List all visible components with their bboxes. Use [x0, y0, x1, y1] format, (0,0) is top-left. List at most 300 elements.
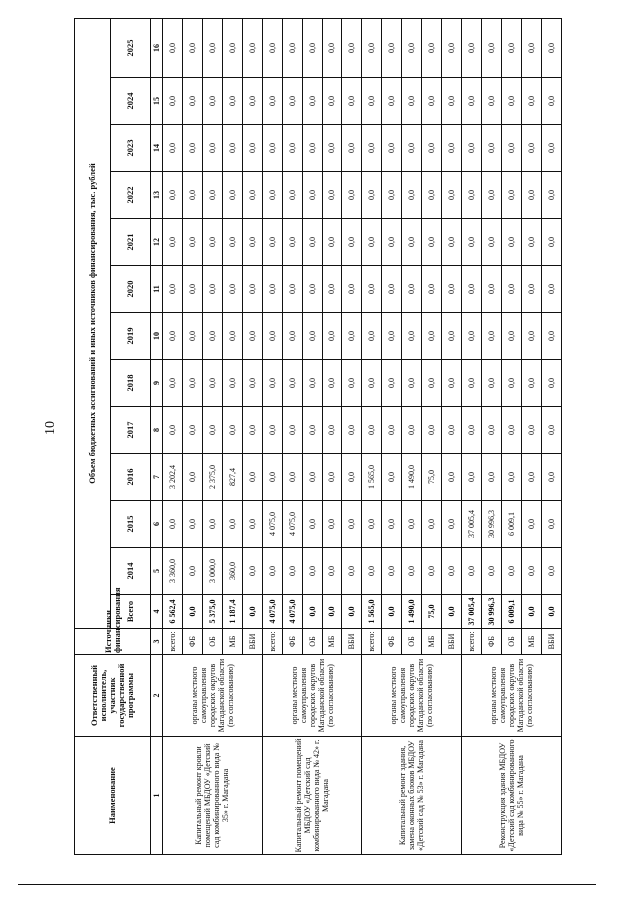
year-value: 0,0 — [282, 125, 302, 172]
total-value: 30 996,3 — [482, 595, 502, 629]
year-value: 0,0 — [242, 501, 262, 548]
year-value: 0,0 — [322, 125, 342, 172]
total-value: 0,0 — [342, 595, 362, 629]
year-value: 0,0 — [521, 501, 541, 548]
funding-source: ОБ — [501, 629, 521, 655]
header-year: 2020 — [111, 266, 151, 313]
year-value: 0,0 — [202, 18, 222, 77]
object-name: Капитальный ремонт помещений МБДОУ «Детский сад комбинированного вида № 42» г. Магадана — [262, 737, 362, 855]
year-value: 0,0 — [422, 360, 442, 407]
year-value: 0,0 — [322, 454, 342, 501]
year-value: 827,4 — [222, 454, 242, 501]
funding-source: МБ — [222, 629, 242, 655]
year-value: 0,0 — [501, 125, 521, 172]
year-value: 0,0 — [222, 407, 242, 454]
year-value: 0,0 — [182, 219, 202, 266]
year-value: 0,0 — [501, 548, 521, 595]
year-value: 0,0 — [482, 18, 502, 77]
year-value: 0,0 — [222, 78, 242, 125]
total-value: 0,0 — [521, 595, 541, 629]
header-year: 2024 — [111, 78, 151, 125]
year-value: 0,0 — [462, 219, 482, 266]
total-value: 4 075,0 — [262, 595, 282, 629]
total-value: 0,0 — [442, 595, 462, 629]
page-number: 10 — [43, 421, 58, 435]
header-year: 2019 — [111, 313, 151, 360]
year-value: 0,0 — [482, 219, 502, 266]
funding-source: ОБ — [302, 629, 322, 655]
funding-source: всего: — [362, 629, 382, 655]
year-value: 0,0 — [462, 172, 482, 219]
header-name: Наименование — [75, 737, 151, 855]
year-value: 0,0 — [302, 548, 322, 595]
year-value: 0,0 — [362, 18, 382, 77]
year-value: 0,0 — [482, 266, 502, 313]
year-value: 0,0 — [242, 407, 262, 454]
year-value: 0,0 — [322, 501, 342, 548]
year-value: 0,0 — [362, 360, 382, 407]
year-value: 0,0 — [242, 125, 262, 172]
year-value: 3 202,4 — [163, 454, 183, 501]
year-value: 0,0 — [422, 548, 442, 595]
year-value: 0,0 — [322, 78, 342, 125]
year-value: 0,0 — [382, 407, 402, 454]
total-value: 5 375,0 — [202, 595, 222, 629]
year-value: 0,0 — [462, 407, 482, 454]
year-value: 0,0 — [402, 360, 422, 407]
year-value: 0,0 — [442, 172, 462, 219]
year-value: 0,0 — [501, 172, 521, 219]
year-value: 0,0 — [242, 313, 262, 360]
year-value: 0,0 — [422, 219, 442, 266]
year-value: 0,0 — [182, 125, 202, 172]
year-value: 0,0 — [521, 219, 541, 266]
year-value: 0,0 — [482, 313, 502, 360]
year-value: 0,0 — [342, 219, 362, 266]
column-number: 13 — [151, 172, 163, 219]
year-value: 0,0 — [501, 266, 521, 313]
year-value: 0,0 — [282, 454, 302, 501]
header-year: 2015 — [111, 501, 151, 548]
year-value: 0,0 — [322, 360, 342, 407]
year-value: 0,0 — [222, 501, 242, 548]
year-value: 0,0 — [402, 18, 422, 77]
year-value: 0,0 — [302, 125, 322, 172]
year-value: 0,0 — [362, 78, 382, 125]
header-year: 2014 — [111, 548, 151, 595]
year-value: 0,0 — [262, 407, 282, 454]
funding-source: ВБИ — [541, 629, 561, 655]
year-value: 0,0 — [541, 18, 561, 77]
year-value: 37 005,4 — [462, 501, 482, 548]
funding-source: МБ — [521, 629, 541, 655]
year-value: 0,0 — [482, 125, 502, 172]
year-value: 0,0 — [342, 125, 362, 172]
year-value: 0,0 — [342, 548, 362, 595]
year-value: 0,0 — [482, 78, 502, 125]
year-value: 0,0 — [442, 501, 462, 548]
header-responsible: Ответственный исполнитель, участник государственной программы — [75, 655, 151, 737]
year-value: 0,0 — [482, 454, 502, 501]
year-value: 0,0 — [442, 360, 462, 407]
year-value: 0,0 — [163, 219, 183, 266]
year-value: 0,0 — [202, 360, 222, 407]
year-value: 0,0 — [521, 313, 541, 360]
year-value: 360,0 — [222, 548, 242, 595]
column-number: 9 — [151, 360, 163, 407]
year-value: 0,0 — [222, 125, 242, 172]
year-value: 0,0 — [362, 313, 382, 360]
funding-source: ВБИ — [242, 629, 262, 655]
year-value: 0,0 — [382, 548, 402, 595]
year-value: 0,0 — [382, 219, 402, 266]
year-value: 0,0 — [541, 172, 561, 219]
year-value: 0,0 — [482, 407, 502, 454]
year-value: 0,0 — [362, 219, 382, 266]
funding-source: ФБ — [382, 629, 402, 655]
year-value: 0,0 — [541, 360, 561, 407]
year-value: 0,0 — [202, 219, 222, 266]
year-value: 0,0 — [282, 78, 302, 125]
total-value: 4 075,0 — [282, 595, 302, 629]
year-value: 0,0 — [163, 78, 183, 125]
year-value: 0,0 — [282, 266, 302, 313]
year-value: 0,0 — [282, 172, 302, 219]
column-number: 8 — [151, 407, 163, 454]
year-value: 0,0 — [422, 407, 442, 454]
header-year: 2016 — [111, 454, 151, 501]
year-value: 0,0 — [541, 407, 561, 454]
year-value: 0,0 — [222, 266, 242, 313]
year-value: 0,0 — [242, 548, 262, 595]
year-value: 0,0 — [342, 18, 362, 77]
year-value: 0,0 — [501, 360, 521, 407]
year-value: 0,0 — [521, 125, 541, 172]
funding-source: МБ — [322, 629, 342, 655]
year-value: 6 009,1 — [501, 501, 521, 548]
year-value: 0,0 — [422, 125, 442, 172]
year-value: 0,0 — [501, 219, 521, 266]
year-value: 0,0 — [202, 172, 222, 219]
funding-source: ФБ — [182, 629, 202, 655]
table-row — [362, 18, 382, 854]
year-value: 0,0 — [482, 360, 502, 407]
total-value: 1 565,0 — [362, 595, 382, 629]
year-value: 4 075,0 — [262, 501, 282, 548]
column-number: 14 — [151, 125, 163, 172]
year-value: 0,0 — [182, 407, 202, 454]
year-value: 0,0 — [262, 172, 282, 219]
year-value: 0,0 — [402, 172, 422, 219]
funding-source: ВБИ — [442, 629, 462, 655]
column-number: 6 — [151, 501, 163, 548]
year-value: 3 360,0 — [163, 548, 183, 595]
funding-source: МБ — [422, 629, 442, 655]
total-value: 0,0 — [182, 595, 202, 629]
year-value: 0,0 — [521, 266, 541, 313]
year-value: 0,0 — [541, 125, 561, 172]
year-value: 0,0 — [302, 313, 322, 360]
year-value: 0,0 — [462, 313, 482, 360]
responsible-executor: органы местного самоуправления городских округов Магаданской области (по согласованию) — [262, 655, 362, 737]
year-value: 0,0 — [362, 501, 382, 548]
year-value: 0,0 — [541, 266, 561, 313]
funding-source: ВБИ — [342, 629, 362, 655]
year-value: 0,0 — [242, 78, 262, 125]
year-value: 0,0 — [222, 18, 242, 77]
year-value: 0,0 — [163, 501, 183, 548]
year-value: 0,0 — [462, 266, 482, 313]
year-value: 0,0 — [501, 454, 521, 501]
year-value: 0,0 — [222, 219, 242, 266]
year-value: 0,0 — [262, 454, 282, 501]
year-value: 0,0 — [521, 548, 541, 595]
year-value: 0,0 — [322, 219, 342, 266]
year-value: 0,0 — [182, 454, 202, 501]
column-number: 7 — [151, 454, 163, 501]
year-value: 0,0 — [422, 266, 442, 313]
year-value: 0,0 — [222, 172, 242, 219]
year-value: 0,0 — [521, 454, 541, 501]
year-value: 0,0 — [242, 172, 262, 219]
year-value: 0,0 — [282, 407, 302, 454]
year-value: 0,0 — [182, 360, 202, 407]
total-value: 0,0 — [242, 595, 262, 629]
year-value: 0,0 — [202, 78, 222, 125]
year-value: 0,0 — [302, 219, 322, 266]
year-value: 0,0 — [163, 360, 183, 407]
year-value: 0,0 — [322, 172, 342, 219]
year-value: 0,0 — [382, 501, 402, 548]
year-value: 0,0 — [442, 266, 462, 313]
year-value: 0,0 — [382, 454, 402, 501]
year-value: 0,0 — [242, 360, 262, 407]
year-value: 0,0 — [442, 219, 462, 266]
year-value: 0,0 — [163, 18, 183, 77]
footer-rule — [18, 884, 596, 885]
year-value: 0,0 — [541, 548, 561, 595]
year-value: 0,0 — [521, 78, 541, 125]
year-value: 0,0 — [541, 454, 561, 501]
year-value: 0,0 — [482, 172, 502, 219]
column-number: 4 — [151, 595, 163, 629]
year-value: 0,0 — [362, 407, 382, 454]
year-value: 0,0 — [342, 501, 362, 548]
year-value: 0,0 — [242, 454, 262, 501]
object-name: Реконструкция здания МБДОУ «Детский сад комбинированного вида № 55» г. Магадана — [462, 737, 562, 855]
year-value: 0,0 — [182, 313, 202, 360]
column-number: 12 — [151, 219, 163, 266]
year-value: 0,0 — [322, 266, 342, 313]
year-value: 0,0 — [282, 219, 302, 266]
column-number: 10 — [151, 313, 163, 360]
year-value: 30 996,3 — [482, 501, 502, 548]
year-value: 0,0 — [422, 172, 442, 219]
year-value: 0,0 — [302, 266, 322, 313]
year-value: 0,0 — [282, 360, 302, 407]
year-value: 0,0 — [342, 454, 362, 501]
year-value: 0,0 — [222, 313, 242, 360]
column-number: 1 — [151, 737, 163, 855]
year-value: 0,0 — [541, 501, 561, 548]
column-number: 3 — [151, 629, 163, 655]
year-value: 0,0 — [501, 78, 521, 125]
year-value: 0,0 — [262, 219, 282, 266]
year-value: 0,0 — [442, 125, 462, 172]
funding-source: ФБ — [282, 629, 302, 655]
funding-source: ОБ — [202, 629, 222, 655]
year-value: 0,0 — [402, 548, 422, 595]
year-value: 0,0 — [302, 18, 322, 77]
total-value: 0,0 — [302, 595, 322, 629]
header-source: Источники финансирования — [75, 629, 151, 655]
financing-table — [74, 18, 562, 855]
year-value: 1 490,0 — [402, 454, 422, 501]
year-value: 0,0 — [462, 125, 482, 172]
responsible-executor: органы местного самоуправления городских округов Магаданской области (по согласованию) — [163, 655, 263, 737]
year-value: 0,0 — [402, 313, 422, 360]
year-value: 0,0 — [541, 313, 561, 360]
year-value: 2 375,0 — [202, 454, 222, 501]
object-name: Капитальный ремонт кровли помещений МБДОУ «Детский сад комбинированного вида № 35» г. Магадана — [163, 737, 263, 855]
total-value: 1 187,4 — [222, 595, 242, 629]
year-value: 0,0 — [521, 407, 541, 454]
year-value: 0,0 — [521, 172, 541, 219]
year-value: 0,0 — [262, 360, 282, 407]
year-value: 0,0 — [163, 313, 183, 360]
year-value: 0,0 — [262, 266, 282, 313]
table-row — [462, 18, 482, 854]
year-value: 0,0 — [262, 78, 282, 125]
year-value: 0,0 — [501, 313, 521, 360]
year-value: 0,0 — [262, 548, 282, 595]
year-value: 0,0 — [482, 548, 502, 595]
year-value: 0,0 — [182, 78, 202, 125]
year-value: 0,0 — [382, 313, 402, 360]
year-value: 0,0 — [422, 18, 442, 77]
header-year: 2018 — [111, 360, 151, 407]
year-value: 0,0 — [462, 18, 482, 77]
header-year: 2022 — [111, 172, 151, 219]
year-value: 0,0 — [462, 360, 482, 407]
year-value: 0,0 — [182, 18, 202, 77]
year-value: 0,0 — [422, 313, 442, 360]
year-value: 0,0 — [322, 18, 342, 77]
year-value: 75,0 — [422, 454, 442, 501]
header-year: 2023 — [111, 125, 151, 172]
year-value: 0,0 — [182, 548, 202, 595]
year-value: 0,0 — [442, 313, 462, 360]
year-value: 0,0 — [202, 266, 222, 313]
rotated-table-container — [74, 23, 562, 855]
year-value: 0,0 — [382, 172, 402, 219]
header-year: 2017 — [111, 407, 151, 454]
year-value: 0,0 — [442, 78, 462, 125]
year-value: 0,0 — [422, 78, 442, 125]
year-value: 0,0 — [442, 407, 462, 454]
year-value: 0,0 — [202, 407, 222, 454]
year-value: 0,0 — [402, 407, 422, 454]
year-value: 0,0 — [182, 266, 202, 313]
year-value: 0,0 — [322, 407, 342, 454]
year-value: 0,0 — [242, 266, 262, 313]
year-value: 0,0 — [422, 501, 442, 548]
year-value: 0,0 — [342, 266, 362, 313]
year-value: 0,0 — [302, 501, 322, 548]
year-value: 0,0 — [382, 125, 402, 172]
year-value: 0,0 — [402, 125, 422, 172]
year-value: 0,0 — [302, 78, 322, 125]
responsible-executor: органы местного самоуправления городских округов Магаданской области (по согласованию) — [462, 655, 562, 737]
year-value: 0,0 — [322, 548, 342, 595]
year-value: 0,0 — [541, 219, 561, 266]
header-year: 2025 — [111, 18, 151, 77]
year-value: 0,0 — [362, 172, 382, 219]
year-value: 0,0 — [202, 501, 222, 548]
year-value: 0,0 — [302, 407, 322, 454]
table-row — [163, 18, 183, 854]
year-value: 0,0 — [163, 407, 183, 454]
total-value: 6 562,4 — [163, 595, 183, 629]
responsible-executor: органы местного самоуправления городских округов Магаданской области (по согласованию) — [362, 655, 462, 737]
year-value: 0,0 — [402, 266, 422, 313]
year-value: 0,0 — [362, 125, 382, 172]
year-value: 0,0 — [322, 313, 342, 360]
year-value: 0,0 — [362, 548, 382, 595]
column-number: 2 — [151, 655, 163, 737]
year-value: 0,0 — [262, 313, 282, 360]
year-value: 0,0 — [163, 172, 183, 219]
year-value: 0,0 — [262, 125, 282, 172]
year-value: 0,0 — [521, 360, 541, 407]
year-value: 0,0 — [342, 172, 362, 219]
year-value: 0,0 — [462, 548, 482, 595]
year-value: 0,0 — [462, 78, 482, 125]
year-value: 3 000,0 — [202, 548, 222, 595]
total-value: 0,0 — [322, 595, 342, 629]
year-value: 0,0 — [402, 219, 422, 266]
funding-source: ФБ — [482, 629, 502, 655]
funding-source: всего: — [462, 629, 482, 655]
total-value: 6 009,1 — [501, 595, 521, 629]
header-year: 2021 — [111, 219, 151, 266]
year-value: 1 565,0 — [362, 454, 382, 501]
year-value: 0,0 — [342, 78, 362, 125]
year-value: 0,0 — [442, 18, 462, 77]
total-value: 0,0 — [541, 595, 561, 629]
year-value: 0,0 — [282, 313, 302, 360]
year-value: 0,0 — [302, 172, 322, 219]
year-value: 0,0 — [182, 501, 202, 548]
year-value: 0,0 — [163, 125, 183, 172]
total-value: 1 490,0 — [402, 595, 422, 629]
funding-source: ОБ — [402, 629, 422, 655]
year-value: 0,0 — [342, 360, 362, 407]
column-number: 5 — [151, 548, 163, 595]
year-value: 0,0 — [222, 360, 242, 407]
year-value: 0,0 — [541, 78, 561, 125]
year-value: 0,0 — [342, 313, 362, 360]
year-value: 4 075,0 — [282, 501, 302, 548]
year-value: 0,0 — [342, 407, 362, 454]
year-value: 0,0 — [521, 18, 541, 77]
year-value: 0,0 — [382, 18, 402, 77]
year-value: 0,0 — [382, 78, 402, 125]
year-value: 0,0 — [242, 18, 262, 77]
column-number: 11 — [151, 266, 163, 313]
year-value: 0,0 — [442, 454, 462, 501]
header-volume: Объем бюджетных ассигнований и иных источников финансирования, тыс. рублей — [75, 18, 111, 628]
